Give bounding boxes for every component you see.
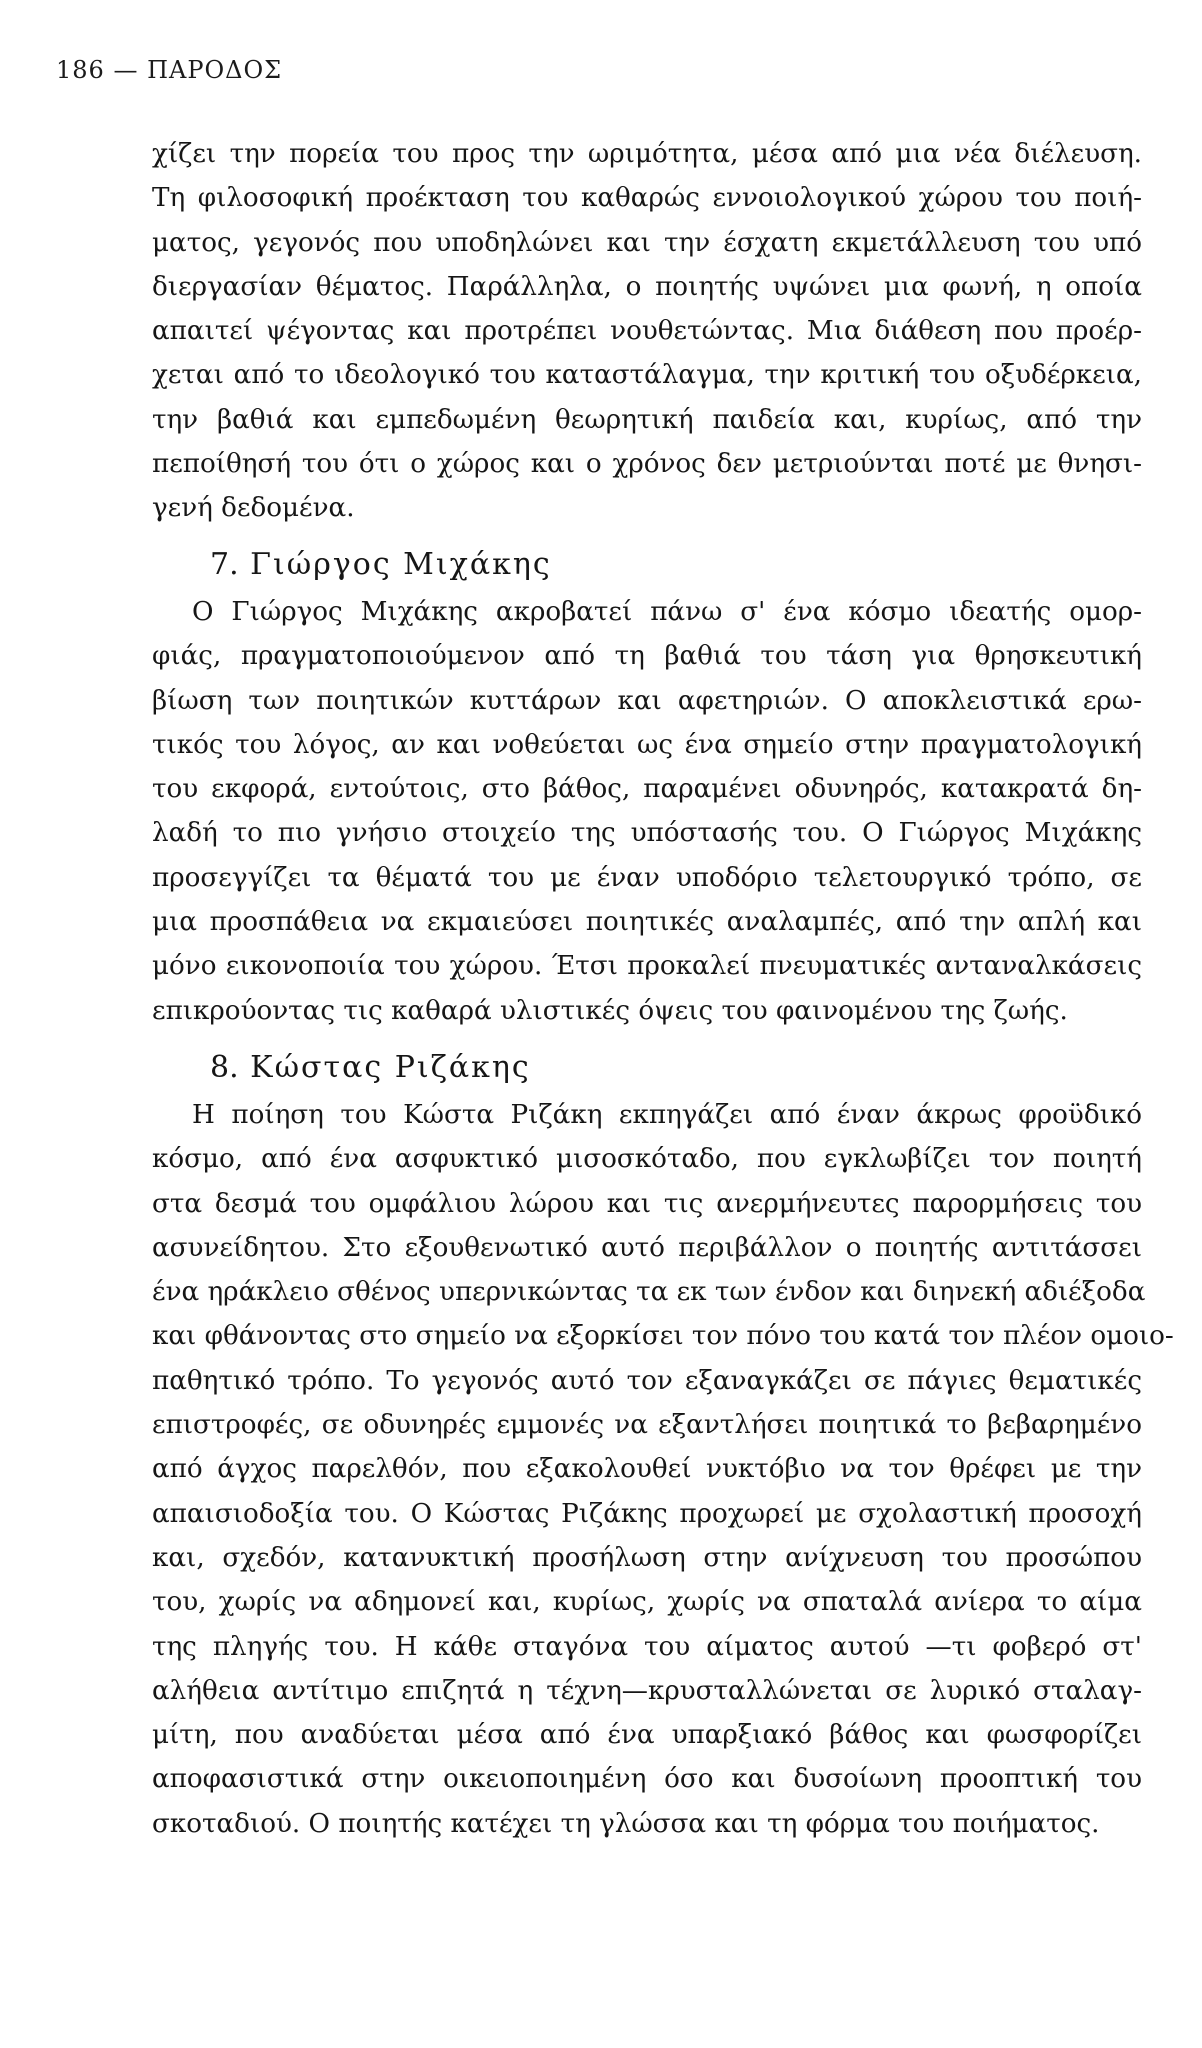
text-line: αλήθεια αντίτιμο επιζητά η τέχνη—κρυσταλλώνεται σε λυρικό σταλαγ- <box>152 1675 1142 1706</box>
section-8-title: Κώστας Ριζάκης <box>250 1050 531 1085</box>
text-line: στα δεσμά του ομφάλιου λώρου και τις ανερμήνευτες παρορμήσεις του <box>152 1188 1142 1219</box>
text-line: χίζει την πορεία του προς την ωριμότητα, μέσα από μια νέα διέλευση. <box>152 139 1142 169</box>
section-7-title: Γιώργος Μιχάκης <box>250 547 552 582</box>
text-line: ματος, γεγονός που υποδηλώνει και την έσχατη εκμετάλλευση του υπό <box>152 227 1142 258</box>
text-line: χεται από το ιδεολογικό του καταστάλαγμα, την κριτική του οξυδέρκεια, <box>152 360 1142 391</box>
text-line: μόνο εικονοποιία του χώρου. Έτσι προκαλεί πνευματικές ανταναλκάσεις <box>152 951 1142 982</box>
text-line: τικός του λόγος, αν και νοθεύεται ως ένα σημείο στην πραγματολογική <box>152 729 1142 760</box>
section-8-number: 8. <box>210 1050 239 1085</box>
section-7-number: 7. <box>210 547 239 582</box>
text-line: και φθάνοντας στο σημείο να εξορκίσει τον πόνο του κατά τον πλέον ομοιο- <box>152 1321 1174 1352</box>
text-line: διεργασίαν θέματος. Παράλληλα, ο ποιητής υψώνει μια φωνή, η οποία <box>152 271 1142 302</box>
text-line: απαισιοδοξία του. Ο Κώστας Ριζάκης προχωρεί με σχολαστική προσοχή <box>152 1498 1142 1529</box>
text-line: και, σχεδόν, κατανυκτική προσήλωση στην ανίχνευση του προσώπου <box>152 1542 1142 1573</box>
text-line: φιάς, πραγματοποιούμενον από τη βαθιά του τάση για θρησκευτική <box>152 641 1142 672</box>
text-line: από άγχος παρελθόν, που εξακολουθεί νυκτόβιο να τον θρέφει με την <box>152 1454 1142 1485</box>
text-line: ασυνείδητου. Στο εξουθενωτικό αυτό περιβάλλον ο ποιητής αντιτάσσει <box>152 1232 1142 1263</box>
text-line: Ο Γιώργος Μιχάκης ακροβατεί πάνω σ' ένα κόσμο ιδεατής ομορ- <box>192 597 1142 627</box>
text-line: μια προσπάθεια να εκμαιεύσει ποιητικές αναλαμπές, από την απλή και <box>152 907 1142 938</box>
text-line: Τη φιλοσοφική προέκταση του καθαρώς εννοιολογικού χώρου του ποιή- <box>152 183 1142 214</box>
text-line: πεποίθησή του ότι ο χώρος και ο χρόνος δεν μετριούνται ποτέ με θνησι- <box>152 449 1142 480</box>
text-line: γενή δεδομένα. <box>152 493 355 524</box>
text-line: απαιτεί ψέγοντας και προτρέπει νουθετώντας. Μια διάθεση που προέρ- <box>152 316 1142 347</box>
page-header: 186 — ΠΑΡΟΔΟΣ <box>56 56 283 84</box>
section-8-heading <box>210 1050 531 1085</box>
text-line: κόσμο, από ένα ασφυκτικό μισοσκόταδο, που εγκλωβίζει τον ποιητή <box>152 1144 1142 1175</box>
intro-paragraph <box>152 132 1142 531</box>
text-line: του, χωρίς να αδημονεί και, κυρίως, χωρίς να σπαταλά ανίερα το αίμα <box>152 1587 1142 1618</box>
text-line: παθητικό τρόπο. Το γεγονός αυτό τον εξαναγκάζει σε πάγιες θεματικές <box>152 1365 1142 1396</box>
section-8-paragraph <box>152 1093 1174 1846</box>
text-line: της πληγής του. Η κάθε σταγόνα του αίματος αυτού —τι φοβερό στ' <box>152 1631 1142 1662</box>
text-line: Η ποίηση του Κώστα Ριζάκη εκπηγάζει από έναν άκρως φροϋδικό <box>192 1100 1142 1130</box>
text-line: την βαθιά και εμπεδωμένη θεωρητική παιδεία και, κυρίως, από την <box>152 404 1142 435</box>
text-line: βίωση των ποιητικών κυττάρων και αφετηριών. Ο αποκλειστικά ερω- <box>152 685 1142 716</box>
text-line: σκοταδιού. Ο ποιητής κατέχει τη γλώσσα και τη φόρμα του ποιήματος. <box>152 1808 1100 1839</box>
section-7-paragraph <box>152 590 1142 1033</box>
text-line: ένα ηράκλειο σθένος υπερνικώντας τα εκ των ένδον και διηνεκή αδιέξοδα <box>152 1277 1146 1308</box>
text-line: λαδή το πιο γνήσιο στοιχείο της υπόστασής του. Ο Γιώργος Μιχάκης <box>152 818 1142 849</box>
text-line: του εκφορά, εντούτοις, στο βάθος, παραμένει οδυνηρός, κατακρατά δη- <box>152 774 1142 805</box>
text-line: προσεγγίζει τα θέματά του με έναν υποδόριο τελετουργικό τρόπο, σε <box>152 862 1142 893</box>
text-line: αποφασιστικά στην οικειοποιημένη όσο και δυσοίωνη προοπτική του <box>152 1764 1142 1795</box>
text-line: επικρούοντας τις καθαρά υλιστικές όψεις του φαινομένου της ζωής. <box>152 995 1068 1026</box>
section-7-heading <box>210 547 552 582</box>
text-line: μίτη, που αναδύεται μέσα από ένα υπαρξιακό βάθος και φωσφορίζει <box>152 1720 1142 1751</box>
text-line: επιστροφές, σε οδυνηρές εμμονές να εξαντλήσει ποιητικά το βεβαρημένο <box>152 1410 1142 1441</box>
